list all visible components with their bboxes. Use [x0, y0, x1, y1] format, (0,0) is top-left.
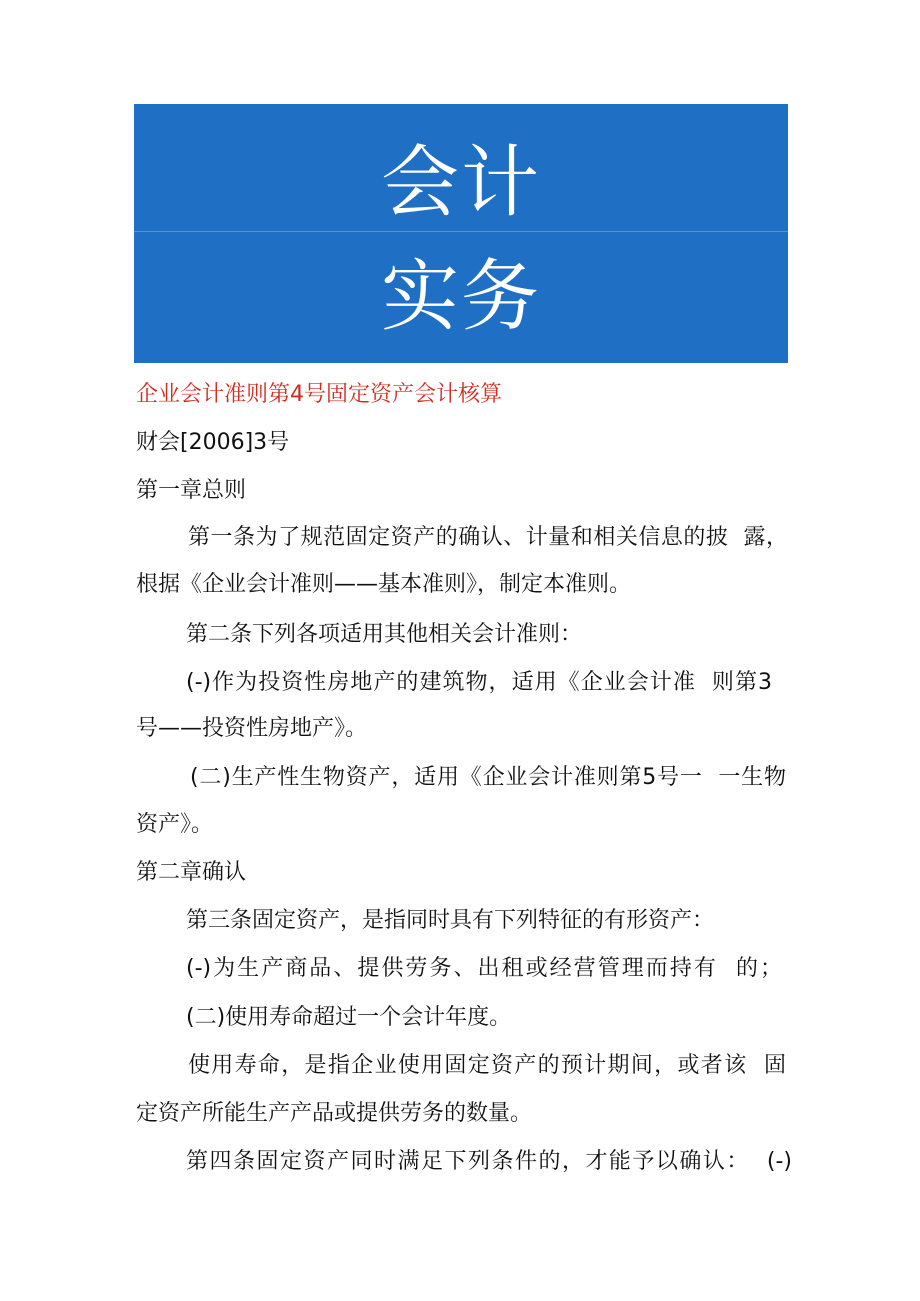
title-banner [134, 104, 788, 363]
article-2-item-1-line-2: 号——投资性房地产》。 [136, 716, 368, 741]
article-1-line-1: 第一条为了规范固定资产的确认、计量和相关信息的披 露， [188, 525, 788, 550]
banner-line-1: 会计 [380, 138, 541, 228]
article-1-line-2: 根据《企业会计准则——基本准则》，制定本准则。 [136, 572, 632, 597]
banner-line-2: 实务 [380, 252, 541, 342]
article-2-item-2-line-1: (二)生产性生物资产，适用《企业会计准则第5号一 一生物 [190, 765, 786, 790]
useful-life-line-1: 使用寿命，是指企业使用固定资产的预计期间，或者该 固 [188, 1053, 786, 1078]
document-number: 财会[2006]3号 [136, 430, 290, 455]
document-title: 企业会计准则第4号固定资产会计核算 [136, 382, 502, 407]
banner-divider [134, 231, 788, 232]
article-2-item-2-line-2: 资产》。 [136, 812, 214, 837]
useful-life-line-2: 定资产所能生产产品或提供劳务的数量。 [136, 1101, 533, 1126]
article-3-item-2: (二)使用寿命超过一个会计年度。 [186, 1005, 512, 1030]
article-4: 第四条固定资产同时满足下列条件的，才能予以确认： (-) [186, 1149, 792, 1174]
chapter-2-heading: 第二章确认 [136, 860, 247, 885]
article-2-item-1-line-1: (-)作为投资性房地产的建筑物，适用《企业会计准 则第3 [186, 670, 772, 695]
chapter-1-heading: 第一章总则 [136, 478, 247, 503]
article-3: 第三条固定资产，是指同时具有下列特征的有形资产： [186, 908, 715, 933]
article-3-item-1: (-)为生产商品、提供劳务、出租或经营管理而持有 的； [186, 956, 782, 981]
article-2: 第二条下列各项适用其他相关会计准则： [186, 622, 583, 647]
